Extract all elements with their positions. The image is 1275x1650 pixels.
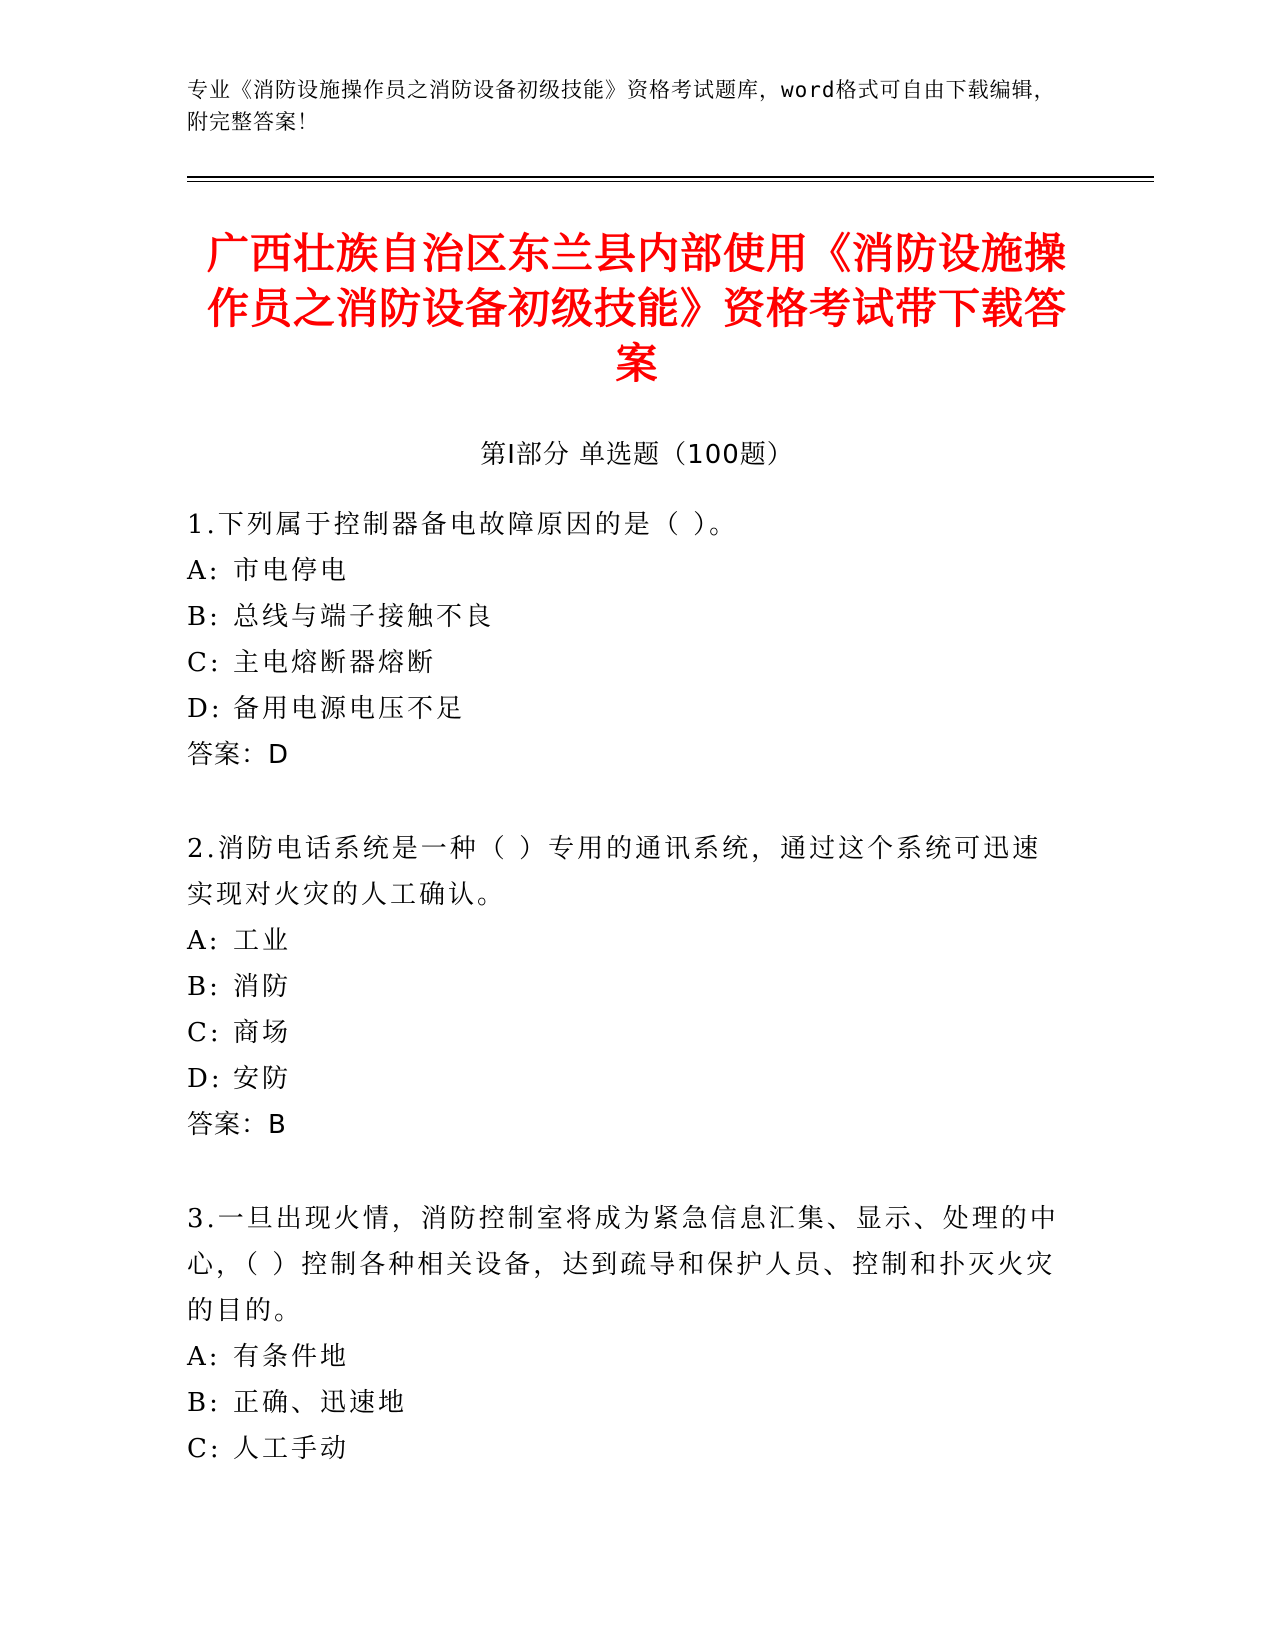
option-text: 安防: [233, 1064, 292, 1094]
option-d: [187, 686, 1067, 732]
option-key: C:: [187, 648, 222, 678]
header-divider-thin: [187, 181, 1154, 182]
section-heading: 第Ⅰ部分 单选题（100题）: [480, 440, 794, 470]
option-text: 市电停电: [233, 556, 350, 586]
option-b: [187, 1380, 1067, 1426]
option-a: [187, 1334, 1067, 1380]
option-text: 商场: [233, 1018, 292, 1048]
question-stem: 3.一旦出现火情，消防控制室将成为紧急信息汇集、显示、处理的中心，（ ）控制各种相关设备，达到疏导和保护人员、控制和扑灭火灾的目的。: [187, 1204, 1059, 1326]
option-key: A:: [187, 1342, 221, 1372]
option-c: [187, 1010, 1067, 1056]
option-key: B:: [187, 1388, 221, 1418]
answer-line: 答案：D: [187, 740, 290, 770]
question-stem: 1.下列属于控制器备电故障原因的是（ ）。: [187, 510, 739, 540]
option-key: C:: [187, 1018, 222, 1048]
option-key: D:: [187, 1064, 223, 1094]
option-key: B:: [187, 602, 221, 632]
question-2: [187, 826, 1067, 1148]
answer-line: 答案：B: [187, 1110, 287, 1140]
option-text: 工业: [233, 926, 292, 956]
option-text: 总线与端子接触不良: [233, 602, 495, 632]
question-3: [187, 1196, 1067, 1472]
option-key: A:: [187, 926, 221, 956]
option-key: B:: [187, 972, 221, 1002]
option-d: [187, 1056, 1067, 1102]
option-b: [187, 594, 1067, 640]
option-a: [187, 918, 1067, 964]
option-text: 正确、迅速地: [233, 1388, 408, 1418]
header-note: 专业《消防设施操作员之消防设备初级技能》资格考试题库，word格式可自由下载编辑，附完整答案！: [187, 78, 1056, 134]
option-text: 消防: [233, 972, 292, 1002]
document-title: 广西壮族自治区东兰县内部使用《消防设施操作员之消防设备初级技能》资格考试带下载答案: [206, 229, 1067, 388]
option-key: A:: [187, 556, 221, 586]
option-text: 有条件地: [233, 1342, 350, 1372]
question-stem: 2.消防电话系统是一种（ ）专用的通讯系统，通过这个系统可迅速实现对火灾的人工确认。: [187, 834, 1042, 910]
question-1: [187, 502, 1067, 778]
option-key: C:: [187, 1434, 222, 1464]
option-text: 人工手动: [233, 1434, 350, 1464]
option-key: D:: [187, 694, 223, 724]
option-text: 主电熔断器熔断: [233, 648, 437, 678]
header-divider: [187, 176, 1154, 178]
option-text: 备用电源电压不足: [233, 694, 466, 724]
option-b: [187, 964, 1067, 1010]
option-c: [187, 1426, 1067, 1472]
option-c: [187, 640, 1067, 686]
option-a: [187, 548, 1067, 594]
